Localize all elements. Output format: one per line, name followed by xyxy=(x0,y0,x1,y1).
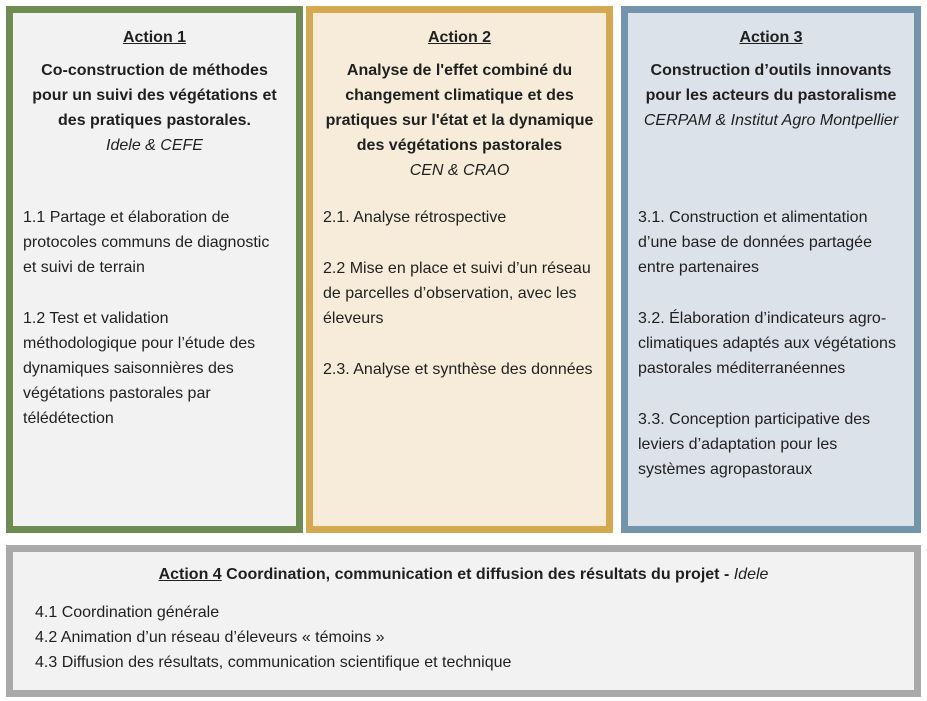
action-2-header xyxy=(313,13,606,205)
action-3-items xyxy=(628,205,914,482)
action-2-title xyxy=(325,25,594,50)
action-1-title-text: Action 1 xyxy=(122,29,187,46)
action-4-items xyxy=(13,600,914,675)
action-3-item-2: 3.2. Élaboration d’indicateurs agro-climatiques adaptés aux végétations pastorales méditerranéennes xyxy=(638,310,896,377)
action-4-box xyxy=(6,545,921,697)
action-1-title xyxy=(25,25,284,50)
action-2-item-3: 2.3. Analyse et synthèse des données xyxy=(323,361,593,378)
action-2-title-text: Action 2 xyxy=(427,29,492,46)
action-4-title xyxy=(23,562,904,587)
action-3-header xyxy=(628,13,914,205)
action-4-partner: Idele xyxy=(733,566,769,583)
action-2-item-1: 2.1. Analyse rétrospective xyxy=(323,209,507,226)
action-4-title-text: Action 4 xyxy=(158,566,222,583)
action-4-item-2: 4.2 Animation d’un réseau d’éleveurs « témoins » xyxy=(35,629,385,646)
action-4-item-1: 4.1 Coordination générale xyxy=(35,604,220,621)
action-4-item-3: 4.3 Diffusion des résultats, communication scientifique et technique xyxy=(35,654,512,671)
action-3-subtitle: Construction d’outils innovants pour les acteurs du pastoralisme xyxy=(645,62,897,104)
action-3-item-3: 3.3. Conception participative des leviers d’adaptation pour les systèmes agropastoraux xyxy=(638,411,871,478)
action-3-title xyxy=(640,25,902,50)
action-1-item-2: 1.2 Test et validation méthodologique pour l’étude des dynamiques saisonnières des végétations pastorales par télédétection xyxy=(23,310,256,427)
action-3-title-text: Action 3 xyxy=(739,29,803,46)
action-2-item-2: 2.2 Mise en place et suivi d’un réseau de parcelles d’observation, avec les éleveurs xyxy=(323,260,591,327)
action-1-header xyxy=(13,13,296,205)
action-2-partners: CEN & CRAO xyxy=(409,162,510,179)
action-1-subtitle: Co-construction de méthodes pour un suivi des végétations et des pratiques pastorales. xyxy=(32,62,277,129)
action-3-partners: CERPAM & Institut Agro Montpellier xyxy=(643,112,899,129)
action-2-items xyxy=(313,205,606,382)
action-3-box xyxy=(621,6,921,533)
action-1-item-1: 1.1 Partage et élaboration de protocoles communs de diagnostic et suivi de terrain xyxy=(23,209,270,276)
action-1-box xyxy=(6,6,303,533)
action-2-subtitle: Analyse de l'effet combiné du changement climatique et des pratiques sur l'état et la dynamique des végétations pastorales xyxy=(325,62,594,154)
action-4-title-rest: Coordination, communication et diffusion des résultats du projet - xyxy=(221,566,734,583)
action-1-items xyxy=(13,205,296,431)
action-2-box xyxy=(306,6,613,533)
action-1-partners: Idele & CEFE xyxy=(106,137,203,154)
action-3-item-1: 3.1. Construction et alimentation d’une base de données partagée entre partenaires xyxy=(638,209,872,276)
